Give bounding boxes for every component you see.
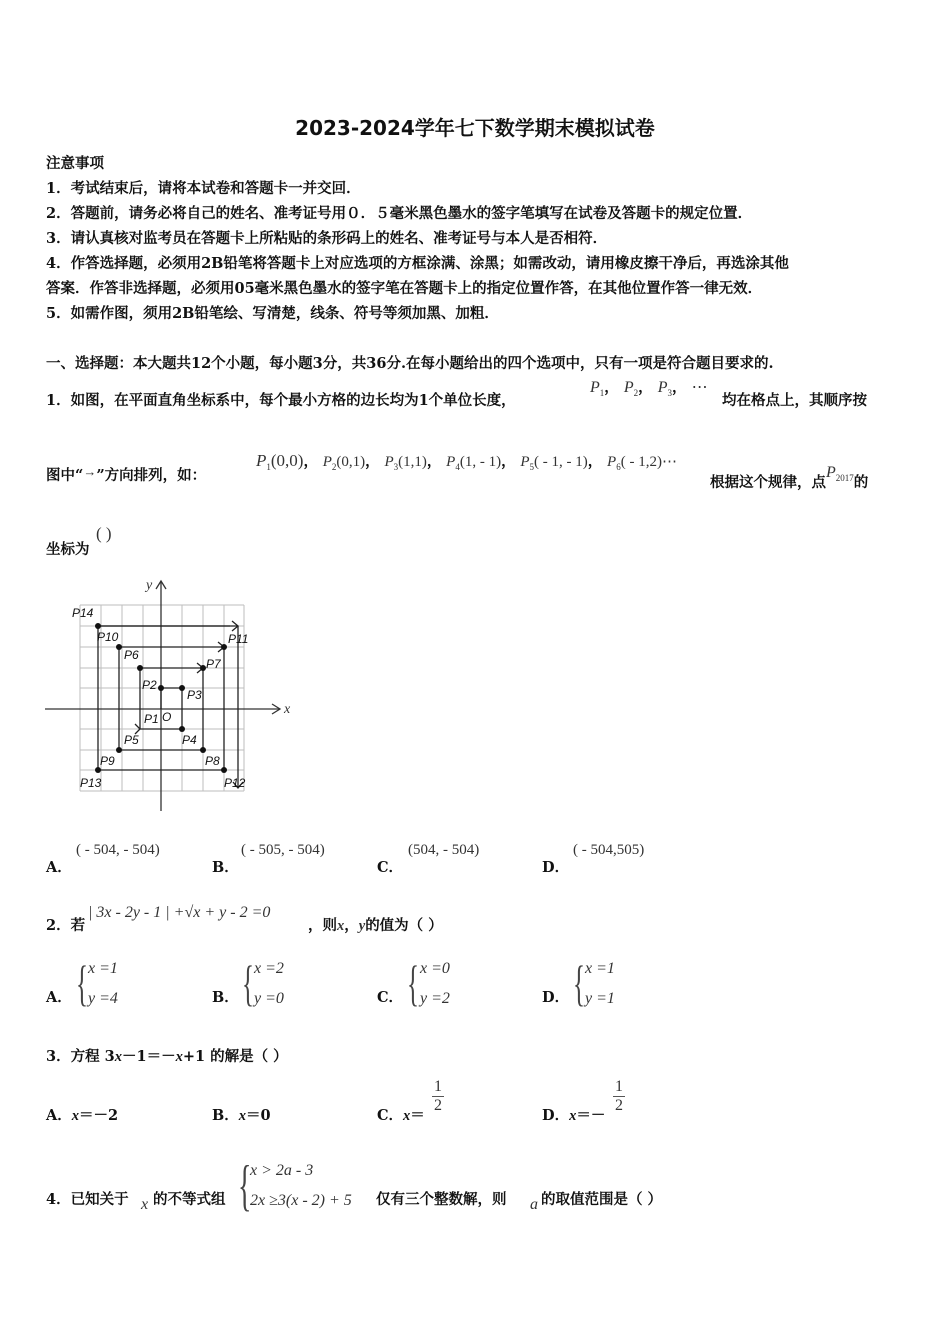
label-p1: P1	[144, 712, 159, 726]
q2-a-line2: y =4	[88, 990, 118, 1007]
point-p14	[95, 623, 101, 629]
q4-ineq-1: x > 2a - 3	[250, 1162, 314, 1179]
x-axis-label: x	[284, 702, 291, 717]
pt-coord: (1,1)	[398, 454, 427, 470]
q3-question	[46, 1045, 288, 1066]
q3-d-fraction	[613, 1078, 625, 1115]
pt-coord: (0,0)	[270, 451, 304, 470]
label-p12: P12	[224, 776, 246, 790]
point-p6	[137, 665, 143, 671]
pt-sub: 5	[529, 462, 535, 472]
brace-icon: {	[407, 955, 419, 1011]
q1-text: 的	[853, 474, 869, 491]
p2-symbol: P	[623, 379, 634, 396]
label-p14: P14	[72, 606, 94, 620]
q3-text: －1＝－	[121, 1048, 176, 1065]
pt-sub: 4	[455, 462, 460, 472]
q4-var-x: x	[141, 1196, 149, 1213]
option-label: C．	[377, 859, 404, 876]
q1-line2	[46, 464, 206, 485]
brace-icon: {	[242, 955, 254, 1011]
point-p10	[116, 644, 122, 650]
q4-post: 仅有三个整数解，则	[376, 1191, 507, 1208]
label-p10: P10	[97, 630, 119, 644]
var-x: x	[337, 918, 345, 934]
point-p8	[200, 747, 206, 753]
q3-text: 3．方程 3	[46, 1048, 115, 1065]
q4-mid: 的不等式组	[153, 1191, 226, 1208]
q4-pre: 4．已知关于	[46, 1191, 129, 1208]
label-p11: P11	[228, 632, 249, 646]
point-p5	[116, 747, 122, 753]
q1-option-d-value: ( - 504,505)	[573, 842, 645, 858]
q2-option-b-label[interactable]: B．	[212, 989, 239, 1006]
q2-option-c-label[interactable]: C．	[377, 989, 404, 1006]
q1-option-b[interactable]	[212, 856, 239, 877]
notice-item: 4．作答选择题，必须用2B铅笔将答题卡上对应选项的方框涂满、涂黑；如需改动，请用橡皮擦干净后，再选涂其他	[46, 255, 789, 272]
notice-item: 5．如需作图，须用2B铅笔绘、写清楚，线条、符号等须加黑、加粗．	[46, 305, 499, 322]
page-title: 2023-2024学年七下数学期末模拟试卷	[295, 116, 655, 140]
q1-option-a-value: ( - 504, - 504)	[76, 842, 160, 858]
q2-b-line1: x =2	[254, 960, 284, 977]
pt-symbol: P	[607, 454, 617, 470]
notice-item: 1．考试结束后，请将本试卷和答题卡一并交回．	[46, 180, 361, 197]
var-x: x	[114, 1049, 122, 1065]
p3-symbol: P	[657, 379, 668, 396]
q2-d-line2: y =1	[585, 990, 615, 1007]
q2-text: 的值为（ ）	[365, 917, 443, 934]
option-value: ＝－	[576, 1107, 606, 1124]
label-p6: P6	[124, 648, 139, 662]
q3-option-c[interactable]	[377, 1104, 425, 1125]
target-point: P	[826, 464, 836, 481]
q1-text: 根据这个规律，点	[710, 474, 826, 491]
q2-c-line1: x =0	[420, 960, 450, 977]
point-p12	[221, 767, 227, 773]
q2-option-a-label[interactable]: A．	[46, 989, 72, 1006]
notice-heading: 注意事项	[46, 155, 104, 172]
q3-option-b[interactable]	[212, 1104, 271, 1125]
pt-symbol: P	[256, 451, 267, 470]
pt-symbol: P	[520, 454, 530, 470]
p1-sub: 1	[599, 388, 605, 398]
label-p3: P3	[187, 688, 202, 702]
var-x: x	[238, 1108, 247, 1124]
point-p2	[158, 685, 164, 691]
q2-a-line1: x =1	[88, 960, 118, 977]
pt-sub: 3	[393, 462, 399, 472]
pt-sub: 2	[331, 462, 337, 472]
pt-sub: 6	[616, 462, 621, 472]
label-p9: P9	[100, 754, 115, 768]
q1-option-b-value: ( - 505, - 504)	[241, 842, 325, 858]
var-x: x	[71, 1108, 80, 1124]
var-y: y	[358, 918, 366, 934]
option-label: D．	[542, 1107, 570, 1124]
q1-line1	[46, 389, 516, 410]
ellipsis: ⋯	[691, 379, 708, 396]
q4-tail: 的取值范围是（ ）	[541, 1191, 663, 1208]
q1-text: ”方向排列，如：	[96, 467, 207, 484]
q2-text: ，	[344, 917, 359, 934]
q1-line3: 坐标为	[46, 541, 90, 558]
p3-sub: 3	[667, 388, 673, 398]
q3-option-d[interactable]	[542, 1104, 605, 1125]
pt-symbol: P	[384, 454, 394, 470]
pt-sub: 1	[266, 462, 271, 472]
var-x: x	[569, 1108, 577, 1124]
option-label: C．	[377, 1107, 404, 1124]
q1-line2-end	[710, 464, 868, 492]
label-p13: P13	[80, 776, 102, 790]
q1-examples: $P_1(0,0)$， $P_2(0,1)$， $P_3(1,1)$， $P_4(1$, - 1)， $P_5( - 1$, - 1)， $P_6$( - 1,2)⋯	[256, 451, 677, 472]
option-label: A．	[46, 1107, 72, 1124]
q3-c-fraction	[432, 1078, 444, 1115]
pt-coord: ( - 1, - 1)	[534, 454, 588, 470]
arrow-symbol: →	[83, 464, 97, 479]
var-x: x	[175, 1049, 183, 1065]
pt-coord: (1, - 1)	[459, 454, 502, 470]
q1-points-seq: $P_1$， $P_2$， $P_3$， ⋯	[590, 379, 708, 398]
notice-item: 2．答题前，请务必将自己的姓名、准考证号用０．５毫米黑色墨水的签字笔填写在试卷及答题卡的规定位置．	[46, 205, 753, 222]
origin-label: O	[162, 710, 172, 724]
y-axis-label: y	[146, 578, 153, 593]
pt-symbol: P	[322, 454, 332, 470]
q2-expression: | 3x - 2y - 1 | +√x + y - 2 =0	[88, 904, 271, 921]
q2-tail	[308, 914, 443, 935]
q2-c-line2: y =2	[420, 990, 450, 1007]
q1-option-c-value: (504, - 504)	[408, 842, 480, 858]
point-p11	[221, 644, 227, 650]
option-value: ＝－2	[79, 1107, 119, 1124]
pt-coord: (0,1)	[336, 454, 366, 470]
q1-option-a[interactable]	[46, 856, 72, 877]
option-value: ＝0	[246, 1107, 271, 1124]
brace-icon: {	[573, 955, 585, 1011]
q2-pre: 2．若	[46, 917, 86, 934]
target-sub: 2017	[835, 473, 854, 483]
pt-coord: ( - 1,2)⋯	[620, 454, 677, 470]
denominator: 2	[434, 1097, 442, 1114]
option-label: B．	[212, 859, 239, 876]
label-p2: P2	[142, 678, 157, 692]
q1-line1-end: 均在格点上，其顺序按	[722, 392, 867, 409]
q1-text: 1．如图，在平面直角坐标系中，每个最小方格的边长均为1个单位长度，	[46, 392, 516, 409]
p2-sub: 2	[633, 388, 639, 398]
notice-item: 3．请认真核对监考员在答题卡上所粘贴的条形码上的姓名、准考证号与本人是否相符．	[46, 230, 608, 247]
label-p5: P5	[124, 733, 139, 747]
notice-item: 答案．作答非选择题，必须用05毫米黑色墨水的签字笔在答题卡上的指定位置作答，在其他位置作答一律无效．	[46, 280, 763, 297]
point-p3	[179, 685, 185, 691]
option-value: ＝	[410, 1107, 425, 1124]
brace-icon: {	[76, 955, 88, 1011]
q1-text: 图中“	[46, 467, 84, 484]
label-p4: P4	[182, 733, 197, 747]
label-p7: P7	[206, 657, 221, 671]
numerator: 1	[615, 1078, 623, 1095]
q3-text: +1 的解是（ ）	[182, 1048, 288, 1065]
p1-symbol: P	[590, 379, 600, 396]
q2-text: ，则	[308, 917, 337, 934]
q1-option-d[interactable]	[542, 856, 569, 877]
label-p8: P8	[205, 754, 220, 768]
q2-b-line2: y =0	[254, 990, 284, 1007]
section-heading: 一、选择题：本大题共12个小题，每小题3分，共36分.在每小题给出的四个选项中，只有一项是符合题目要求的.	[46, 355, 774, 372]
var-x: x	[403, 1108, 411, 1124]
q2-option-d-label[interactable]: D．	[542, 989, 570, 1006]
q1-figure	[40, 575, 300, 815]
numerator: 1	[434, 1078, 442, 1095]
option-label: A．	[46, 859, 72, 876]
option-label: D．	[542, 859, 570, 876]
q4-ineq-2: 2x ≥3(x - 2) + 5	[250, 1192, 352, 1209]
q2-d-line1: x =1	[585, 960, 615, 977]
denominator: 2	[615, 1097, 623, 1114]
answer-paren: ( )	[96, 524, 112, 543]
q4-var-a: a	[530, 1196, 538, 1213]
option-label: B．	[212, 1107, 239, 1124]
point-p4	[179, 726, 185, 732]
q1-option-c[interactable]	[377, 856, 403, 877]
pt-symbol: P	[446, 454, 456, 470]
q3-option-a[interactable]	[46, 1104, 118, 1125]
brace-icon: {	[238, 1155, 252, 1217]
